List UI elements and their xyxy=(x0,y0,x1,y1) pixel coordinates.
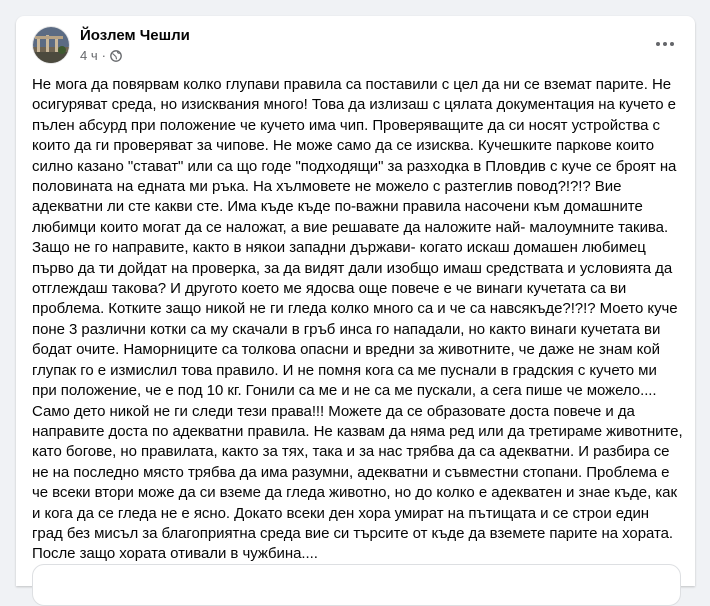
attached-card-edge xyxy=(32,564,681,606)
globe-icon xyxy=(110,50,122,62)
author-name[interactable]: Йозлем Чешли xyxy=(80,27,190,44)
avatar-image xyxy=(33,27,69,63)
post-header xyxy=(16,16,695,76)
post-meta xyxy=(80,48,122,63)
post-body-text: Не мога да повярвам колко глупави правила са поставили с цел да ни се вземат парите. Не осигуряват среда, но изисквания много! Това да излизаш с цялата документация на кучето е пълен абсурд при положение че кучето има чип. Проверяващите да си носят устройства с които да ги проверяват за чипове. Не може само да се изисква. Кучешките паркове които силно казано "стават" или са що годе "подходящи" за разходка в Пловдив с куче се броят на половината на едната ми ръка. На хълмовете не можело с разтеглив повод?!?!? Вие адекватни ли сте какви сте. Има къде къде по-важни правила насочени към домашните любимци които могат да се наложат, а вие решавате да наложите най- малоумните такива. Защо не го направите, както в някои западни държави- когато искаш домашен любимец първо да ти дойдат на проверка, за да видят дали изобщо имаш средствата и условията да отглеждаш такова? И другото което ме ядосва още повече е че винаги кучетата са ви проблема. Котките защо никой не ги гледа колко много са и че са навсякъде?!?!? Моето куче поне 3 различни котки са му скачали в гръб инса го нападали, но както винаги кучетата ви бодат очите. Наморниците са толкова опасни и вредни за животните, че даже не знам кой глупак го е измислил това правило. И не помня кога са ме пуснали в градския с кучето ми при положение, че е под 10 кг. Гонили са ме и не са ме пускали, а сега пише че можело.... Само дето никой не ги следи тези права!!! Можете да се образовате доста повече и да направите доста по адекватни правила. Не казвам да няма ред или да третираме животните, като богове, но правилата, както за тях, така и за нас трябва да са адекватни. И разбира се не на последно място трябва да има разумни, адекватни и съвместни стопани. Проблема е че всеки втори може да си вземе да гледа животно, но до колко е адекватен и знае къде, как и кога да се гледа не е ясно. Докато всеки ден хора умират на пътищата и се строи един град без мисъл за благоприятна среда вие си търсите от къде да вземете парите на хората. После защо хората отивали в чужбина.... xyxy=(32,76,683,563)
post-time[interactable]: 4 ч xyxy=(80,48,98,63)
more-options-icon[interactable] xyxy=(647,32,683,56)
meta-separator: · xyxy=(101,48,106,63)
avatar[interactable] xyxy=(33,27,69,63)
post-card xyxy=(16,16,695,586)
